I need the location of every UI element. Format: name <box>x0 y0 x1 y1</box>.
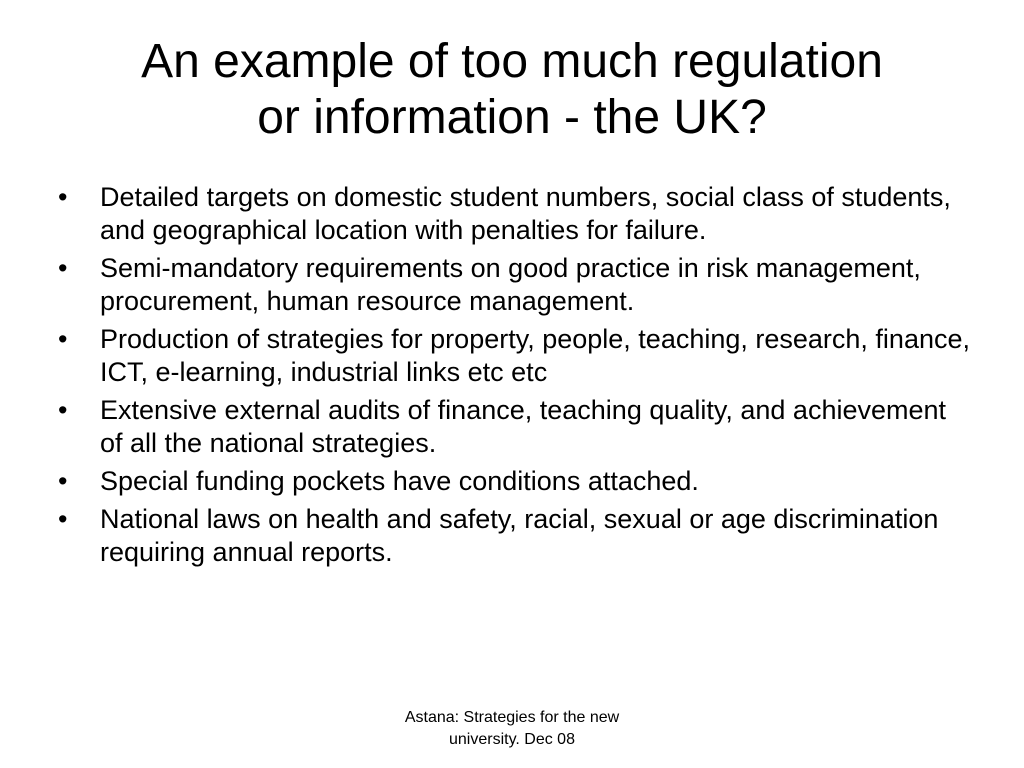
bullet-marker: • <box>58 504 68 534</box>
bullet-marker: • <box>58 466 68 496</box>
bullet-item <box>56 503 976 569</box>
bullet-text: Special funding pockets have conditions attached. <box>100 466 699 496</box>
footer-line-1: Astana: Strategies for the new <box>404 709 620 726</box>
slide-title <box>40 34 984 146</box>
footer-line-2: university. Dec 08 <box>449 731 575 748</box>
bullet-item <box>56 181 976 247</box>
bullet-item <box>56 252 976 318</box>
bullet-item <box>56 323 976 389</box>
slide-title-line-1: An example of too much regulation <box>141 35 883 88</box>
bullet-marker: • <box>58 182 68 212</box>
bullet-list <box>56 181 976 574</box>
bullet-marker: • <box>58 395 68 425</box>
slide-footer <box>332 707 692 751</box>
bullet-text: National laws on health and safety, racial, sexual or age discrimination requiring annual reports. <box>100 504 939 567</box>
slide-title-line-2: or information - the UK? <box>257 91 767 144</box>
bullet-text: Semi-mandatory requirements on good practice in risk management, procurement, human resource management. <box>100 253 921 316</box>
bullet-text: Extensive external audits of finance, teaching quality, and achievement of all the national strategies. <box>100 395 947 458</box>
bullet-item <box>56 394 976 460</box>
bullet-text: Detailed targets on domestic student numbers, social class of students, and geographical location with penalties for failure. <box>100 182 951 245</box>
bullet-text: Production of strategies for property, people, teaching, research, finance, ICT, e-learning, industrial links etc etc <box>100 324 970 387</box>
bullet-item <box>56 465 976 498</box>
bullet-marker: • <box>58 253 68 283</box>
bullet-marker: • <box>58 324 68 354</box>
